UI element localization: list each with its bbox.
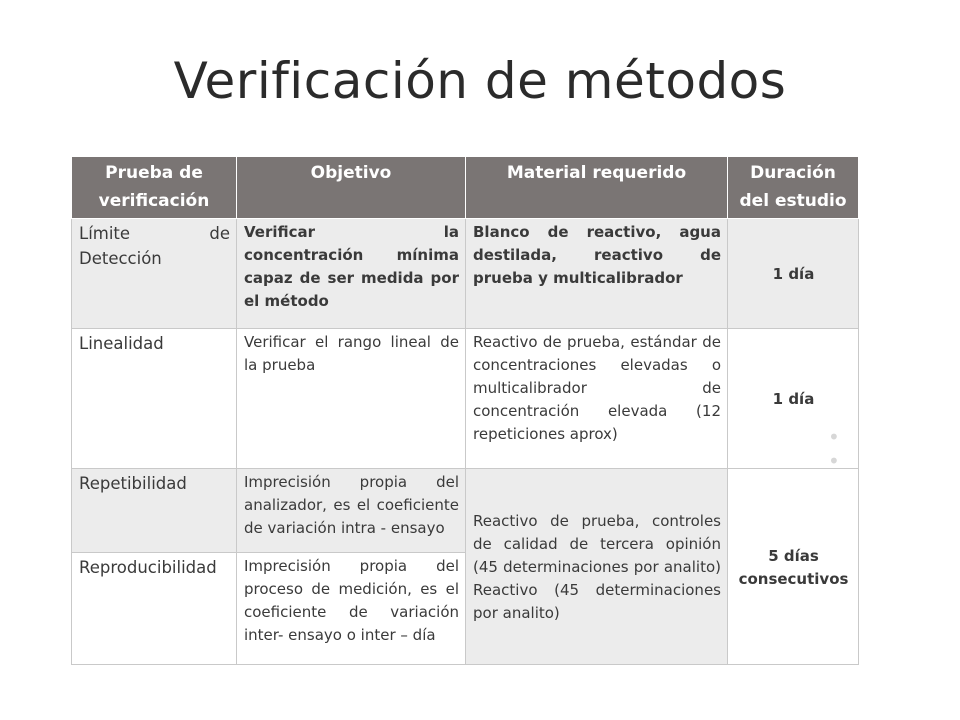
decorative-glyph: • — [828, 425, 840, 449]
decorative-glyph: • — [828, 449, 840, 473]
table-header-row — [72, 157, 859, 219]
header-material: Material requerido — [466, 157, 728, 219]
table-row — [72, 469, 859, 553]
table-row — [72, 219, 859, 329]
cell-objective: Imprecisión propia del analizador, es el coeficiente de variación intra - ensayo — [237, 469, 466, 553]
cell-test: Reproducibilidad — [72, 553, 237, 665]
cell-test: Límite de Detección — [72, 219, 237, 329]
cell-objective: Imprecisión propia del proceso de medición, es el coeficiente de variación inter- ensayo o inter – día — [237, 553, 466, 665]
cell-duration: 5 días consecutivos — [728, 469, 859, 665]
header-duration: Duración del estudio — [728, 157, 859, 219]
cell-test: Linealidad — [72, 329, 237, 469]
cell-duration: 1 día — [728, 329, 859, 469]
cell-objective: Verificar la concentración mínima capaz de ser medida por el método — [237, 219, 466, 329]
table-row — [72, 329, 859, 469]
verification-table — [71, 156, 859, 665]
header-objective: Objetivo — [237, 157, 466, 219]
cell-test: Repetibilidad — [72, 469, 237, 553]
cell-material: Blanco de reactivo, agua destilada, reactivo de prueba y multicalibrador — [466, 219, 728, 329]
slide-title: Verificación de métodos — [173, 52, 787, 110]
cell-objective: Verificar el rango lineal de la prueba — [237, 329, 466, 469]
header-test: Prueba de verificación — [72, 157, 237, 219]
cell-material: Reactivo de prueba, controles de calidad de tercera opinión (45 determinaciones por analito) Reactivo (45 determinaciones por analito) — [466, 469, 728, 665]
cell-material: Reactivo de prueba, estándar de concentraciones elevadas o multicalibrador de concentración elevada (12 repeticiones aprox) — [466, 329, 728, 469]
cell-duration: 1 día — [728, 219, 859, 329]
